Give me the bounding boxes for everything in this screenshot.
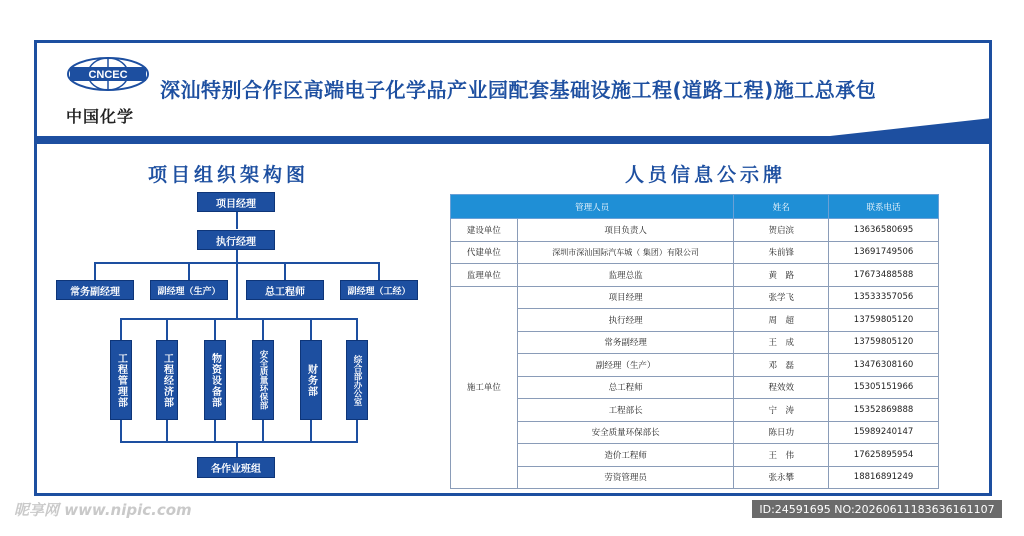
org-box-executive-manager: 执行经理 [197,230,275,250]
role-cell: 劳资管理员 [517,466,733,489]
info-board-title: 人员信息公示牌 [625,164,787,186]
column-header: 姓名 [734,195,829,219]
phone-cell: 15352869888 [829,399,939,422]
role-cell: 总工程师 [517,376,733,399]
role-cell: 深圳市深汕国际汽车城（ 集团）有限公司 [517,241,733,264]
phone-cell: 13759805120 [829,331,939,354]
watermark-left: 昵享网 www.nipic.com [14,501,192,519]
phone-cell: 18816891249 [829,466,939,489]
phone-cell: 17673488588 [829,264,939,287]
connector-line [236,262,238,320]
watermark-id: ID:24591695 NO:20260611183636161107 [752,500,1002,518]
name-cell: 黄 路 [734,264,829,287]
logo-name: 中国化学 [66,107,135,126]
role-cell: 造价工程师 [517,444,733,467]
org-dept-materials: 物资设备部 [204,340,226,420]
phone-cell: 13759805120 [829,309,939,332]
connector-line [284,262,286,280]
header-accent [830,118,992,136]
column-header: 联系电话 [829,195,939,219]
table-row [451,264,939,287]
connector-line [120,441,358,443]
table-row [451,219,939,242]
name-cell: 邓 磊 [734,354,829,377]
role-cell: 项目经理 [517,286,733,309]
org-dept-finance: 财务部 [300,340,322,420]
name-cell: 张学飞 [734,286,829,309]
table-row [451,399,939,422]
role-cell: 监理总监 [517,264,733,287]
name-cell: 贺启滨 [734,219,829,242]
role-cell: 工程部长 [517,399,733,422]
org-box-deputy-executive: 常务副经理 [56,280,134,300]
phone-cell: 15305151966 [829,376,939,399]
name-cell: 王 成 [734,331,829,354]
table-row [451,309,939,332]
org-dept-safety: 安全质量环保部 [252,340,274,420]
name-cell: 程效效 [734,376,829,399]
role-cell: 副经理（生产） [517,354,733,377]
unit-cell: 建设单位 [451,219,518,242]
name-cell: 张永攀 [734,466,829,489]
org-dept-engineering: 工程管理部 [110,340,132,420]
org-box-project-manager: 项目经理 [197,192,275,212]
phone-cell: 13691749506 [829,241,939,264]
table-row [451,376,939,399]
connector-line [378,262,380,280]
unit-cell: 监理单位 [451,264,518,287]
phone-cell: 13476308160 [829,354,939,377]
table-row [451,466,939,489]
org-dept-economics: 工程经济部 [156,340,178,420]
table-row [451,331,939,354]
connector-line [236,211,238,229]
connector-line [188,262,190,280]
column-header: 管理人员 [451,195,734,219]
org-box-deputy-economics: 副经理（工经） [340,280,418,300]
phone-cell: 15989240147 [829,421,939,444]
table-row [451,241,939,264]
role-cell: 安全质量环保部长 [517,421,733,444]
org-box-deputy-production: 副经理（生产） [150,280,228,300]
connector-line [236,249,238,262]
connector-line [94,262,96,280]
table-row [451,444,939,467]
table-header-row [451,195,939,219]
org-chart-title: 项目组织架构图 [148,164,310,186]
org-box-work-teams: 各作业班组 [197,457,275,478]
personnel-table [450,194,939,489]
page-title: 深汕特别合作区高端电子化学品产业园配套基础设施工程(道路工程)施工总承包 [160,78,877,102]
table-row [451,421,939,444]
phone-cell: 13533357056 [829,286,939,309]
name-cell: 周 超 [734,309,829,332]
name-cell: 朱前锋 [734,241,829,264]
connector-line [120,318,358,320]
unit-cell: 代建单位 [451,241,518,264]
phone-cell: 17625895954 [829,444,939,467]
role-cell: 常务副经理 [517,331,733,354]
connector-line [236,441,238,457]
table-row [451,354,939,377]
table-row [451,286,939,309]
unit-cell: 施工单位 [451,286,518,489]
org-box-chief-engineer: 总工程师 [246,280,324,300]
name-cell: 王 伟 [734,444,829,467]
header-divider [34,136,992,144]
name-cell: 宁 涛 [734,399,829,422]
role-cell: 执行经理 [517,309,733,332]
name-cell: 陈日功 [734,421,829,444]
logo-abbr: CNCEC [88,69,128,81]
role-cell: 项目负责人 [517,219,733,242]
phone-cell: 13636580695 [829,219,939,242]
org-dept-general-office: 综合部办公室 [346,340,368,420]
